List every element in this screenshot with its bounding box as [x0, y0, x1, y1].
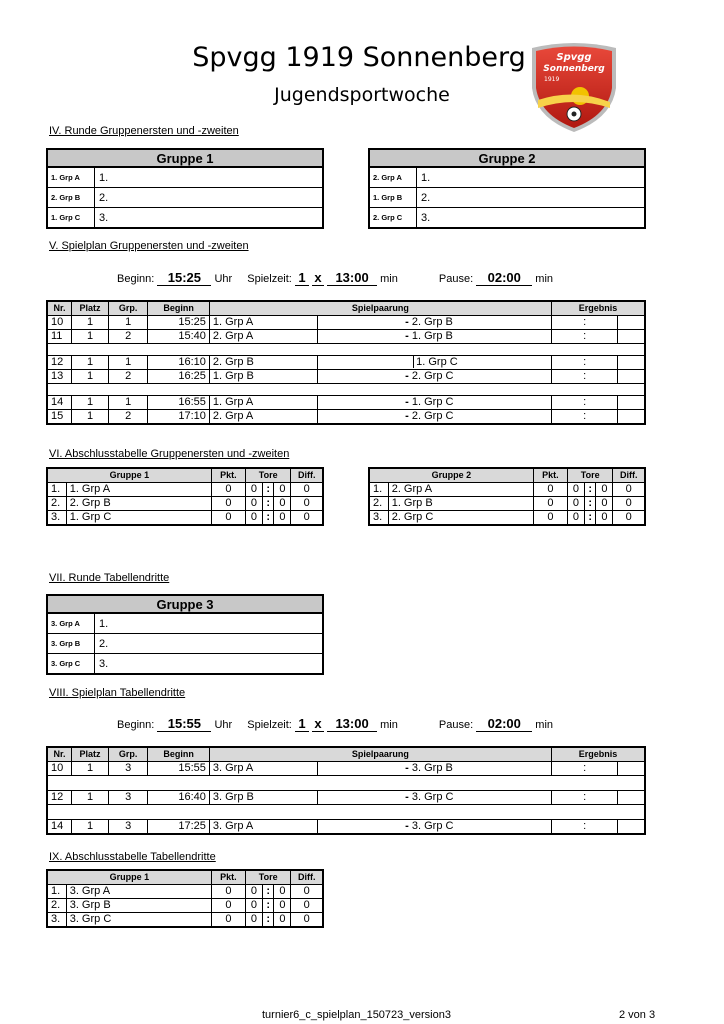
game-grp: 1	[109, 356, 148, 370]
game-home: 1. Grp A	[209, 316, 317, 330]
group-row	[369, 208, 645, 229]
goals-colon: :	[263, 899, 274, 913]
goals-for: 0	[567, 497, 584, 511]
game-result[interactable]: :	[551, 330, 617, 344]
game-away-cell	[318, 316, 552, 330]
game-away-cell	[318, 762, 552, 776]
goals-for: 0	[245, 913, 262, 928]
min-label-2: min	[535, 273, 554, 285]
team: 1. Grp B	[388, 497, 533, 511]
game-home: 3. Grp A	[209, 820, 317, 835]
standings-table-group-1	[46, 467, 324, 526]
standings-row	[47, 511, 323, 526]
game-separator: -	[405, 396, 409, 408]
group-3-table	[46, 594, 324, 675]
beginn-label: Beginn:	[117, 273, 155, 285]
rank: 1.	[47, 885, 66, 899]
game-beginn: 16:55	[148, 396, 210, 410]
game-nr: 11	[47, 330, 72, 344]
standings-row	[369, 497, 645, 511]
goals-colon: :	[263, 913, 274, 928]
group-row	[47, 208, 323, 229]
page-subtitle: Jugendsportwoche	[274, 84, 450, 106]
group-row	[47, 613, 323, 634]
group-slot-label: 2. Grp C	[369, 208, 417, 229]
game-grp: 2	[109, 410, 148, 425]
game-separator: -	[405, 370, 409, 382]
col-beginn: Beginn	[148, 301, 210, 316]
times-sign: x	[312, 270, 324, 286]
col-spielpaarung: Spielpaarung	[209, 301, 551, 316]
group-slot: 3.	[95, 208, 324, 229]
col-grp: Grp.	[109, 301, 148, 316]
team: 3. Grp C	[66, 913, 211, 928]
schedule-meta	[117, 270, 553, 286]
game-platz: 1	[72, 410, 109, 425]
svg-text:1919: 1919	[544, 76, 560, 83]
col-ergebnis: Ergebnis	[551, 301, 645, 316]
game-result[interactable]: :	[551, 820, 617, 835]
game-row	[47, 316, 645, 330]
diff: 0	[291, 497, 323, 511]
min-label: min	[380, 719, 398, 731]
game-separator: -	[405, 762, 409, 774]
diff: 0	[613, 483, 645, 497]
goals-colon: :	[263, 497, 274, 511]
club-logo	[526, 38, 622, 134]
game-row	[47, 820, 645, 835]
game-grp: 3	[109, 791, 148, 805]
game-result-extra[interactable]	[618, 762, 645, 776]
game-grp: 1	[109, 396, 148, 410]
group-2-table	[368, 148, 646, 229]
game-home: 2. Grp B	[209, 356, 317, 370]
group-1-title: Gruppe 1	[47, 149, 323, 167]
goals-colon: :	[585, 497, 596, 511]
game-grp: 3	[109, 762, 148, 776]
game-nr: 12	[47, 791, 72, 805]
pause-value: 02:00	[476, 716, 532, 732]
goals-against: 0	[274, 885, 291, 899]
goals-for: 0	[245, 483, 262, 497]
group-row	[47, 188, 323, 208]
diff: 0	[291, 885, 323, 899]
goals-colon: :	[585, 483, 596, 497]
min-label-2: min	[535, 719, 554, 731]
game-row	[47, 370, 645, 384]
col-nr: Nr.	[47, 747, 72, 762]
group-1-table	[46, 148, 324, 229]
col-diff: Diff.	[291, 870, 323, 885]
col-spielpaarung: Spielpaarung	[209, 747, 551, 762]
game-away: 3. Grp C	[411, 820, 454, 832]
footer-page-number: 2 von 3	[619, 1009, 656, 1021]
group-slot: 2.	[95, 188, 324, 208]
team: 2. Grp B	[66, 497, 211, 511]
game-beginn: 15:55	[148, 762, 210, 776]
uhr-label: Uhr	[214, 719, 233, 731]
standings-row	[47, 913, 323, 928]
game-row	[47, 410, 645, 425]
rank: 1.	[369, 483, 388, 497]
group-slot-label: 1. Grp B	[369, 188, 417, 208]
group-row	[47, 634, 323, 654]
goals-against: 0	[596, 511, 613, 526]
game-away-cell	[318, 396, 552, 410]
section-v-heading: V. Spielplan Gruppenersten und -zweiten	[49, 240, 249, 252]
col-grp: Grp.	[109, 747, 148, 762]
game-result[interactable]: :	[551, 762, 617, 776]
team: 2. Grp A	[388, 483, 533, 497]
diff: 0	[291, 899, 323, 913]
rank: 1.	[47, 483, 66, 497]
game-row	[47, 762, 645, 776]
game-nr: 13	[47, 370, 72, 384]
col-diff: Diff.	[613, 468, 645, 483]
goals-for: 0	[567, 511, 584, 526]
rank: 3.	[369, 511, 388, 526]
col-diff: Diff.	[291, 468, 323, 483]
col-team: Gruppe 1	[47, 870, 211, 885]
points: 0	[533, 497, 567, 511]
goals-against: 0	[274, 511, 291, 526]
pause-label: Pause:	[438, 719, 474, 731]
section-viii-heading: VIII. Spielplan Tabellendritte	[49, 687, 186, 699]
game-home: 3. Grp B	[209, 791, 317, 805]
group-slot-label: 2. Grp B	[47, 188, 95, 208]
goals-against: 0	[274, 899, 291, 913]
row-gap	[47, 344, 645, 356]
game-result-extra[interactable]	[618, 356, 645, 370]
col-pkt: Pkt.	[211, 870, 245, 885]
game-nr: 10	[47, 316, 72, 330]
pause-value: 02:00	[476, 270, 532, 286]
game-result[interactable]: :	[551, 356, 617, 370]
game-result-extra[interactable]	[618, 370, 645, 384]
col-tore: Tore	[567, 468, 613, 483]
col-platz: Platz	[72, 301, 109, 316]
group-row	[47, 167, 323, 188]
points: 0	[211, 511, 245, 526]
game-beginn: 16:25	[148, 370, 210, 384]
game-result-extra[interactable]	[618, 410, 645, 425]
standings-row	[47, 497, 323, 511]
game-result-extra[interactable]	[618, 820, 645, 835]
svg-text:Spvgg: Spvgg	[556, 52, 592, 63]
times-sign: x	[312, 716, 324, 732]
points: 0	[211, 913, 245, 928]
goals-colon: :	[263, 885, 274, 899]
section-vii-heading: VII. Runde Tabellendritte	[49, 572, 170, 584]
game-beginn: 15:25	[148, 316, 210, 330]
col-ergebnis: Ergebnis	[551, 747, 645, 762]
svg-text:Sonnenberg: Sonnenberg	[543, 64, 605, 74]
spielzeit-label: Spielzeit:	[247, 719, 292, 731]
team: 3. Grp B	[66, 899, 211, 913]
goals-for: 0	[245, 511, 262, 526]
section-iv-heading: IV. Runde Gruppenersten und -zweiten	[49, 125, 239, 137]
goals-colon: :	[585, 511, 596, 526]
game-platz: 1	[72, 356, 109, 370]
group-2-title: Gruppe 2	[369, 149, 645, 167]
game-grp: 1	[109, 316, 148, 330]
group-slot-label: 3. Grp A	[47, 613, 95, 634]
game-result[interactable]: :	[551, 410, 617, 425]
game-away-cell	[318, 791, 552, 805]
game-beginn: 17:10	[148, 410, 210, 425]
group-row	[47, 654, 323, 675]
points: 0	[211, 497, 245, 511]
pause-label: Pause:	[438, 273, 474, 285]
beginn-value: 15:55	[157, 716, 211, 732]
group-slot: 1.	[95, 613, 324, 634]
game-beginn: 17:25	[148, 820, 210, 835]
group-row	[369, 188, 645, 208]
col-beginn: Beginn	[148, 747, 210, 762]
uhr-label: Uhr	[214, 273, 233, 285]
standings-row	[369, 483, 645, 497]
game-row	[47, 396, 645, 410]
schedule-table-viii	[46, 746, 646, 835]
game-separator: -	[405, 820, 409, 832]
game-nr: 10	[47, 762, 72, 776]
game-platz: 1	[72, 396, 109, 410]
standings-row	[369, 511, 645, 526]
game-separator: -	[405, 791, 409, 803]
schedule-meta-2	[117, 716, 553, 732]
game-platz: 1	[72, 791, 109, 805]
diff: 0	[613, 511, 645, 526]
goals-against: 0	[274, 497, 291, 511]
col-team: Gruppe 2	[369, 468, 533, 483]
footer-filename: turnier6_c_spielplan_150723_version3	[262, 1009, 451, 1021]
standings-row	[47, 483, 323, 497]
rank: 2.	[47, 899, 66, 913]
game-grp: 2	[109, 370, 148, 384]
goals-against: 0	[274, 913, 291, 928]
diff: 0	[291, 511, 323, 526]
standings-row	[47, 885, 323, 899]
game-result-extra[interactable]	[618, 316, 645, 330]
game-separator: -	[405, 330, 409, 342]
game-platz: 1	[72, 762, 109, 776]
game-away: 1. Grp C	[411, 396, 454, 408]
min-label: min	[380, 273, 398, 285]
group-slot-label: 3. Grp B	[47, 634, 95, 654]
game-away-cell	[318, 410, 552, 425]
col-pkt: Pkt.	[533, 468, 567, 483]
section-vi-heading: VI. Abschlusstabelle Gruppenersten und -zweiten	[49, 448, 290, 460]
group-row	[369, 167, 645, 188]
game-away-cell	[318, 820, 552, 835]
game-away-cell	[318, 330, 552, 344]
game-row	[47, 330, 645, 344]
goals-for: 0	[567, 483, 584, 497]
group-slot-label: 1. Grp C	[47, 208, 95, 229]
diff: 0	[291, 913, 323, 928]
beginn-value: 15:25	[157, 270, 211, 286]
game-away-cell	[318, 370, 552, 384]
points: 0	[211, 483, 245, 497]
game-separator: -	[405, 410, 409, 422]
group-slot: 3.	[95, 654, 324, 675]
goals-against: 0	[274, 483, 291, 497]
team: 2. Grp C	[388, 511, 533, 526]
goals-against: 0	[596, 483, 613, 497]
group-slot: 3.	[417, 208, 646, 229]
points: 0	[211, 885, 245, 899]
team: 3. Grp A	[66, 885, 211, 899]
schedule-table-v	[46, 300, 646, 425]
game-duration: 13:00	[327, 716, 377, 732]
goals-for: 0	[245, 885, 262, 899]
game-home: 2. Grp A	[209, 330, 317, 344]
game-nr: 12	[47, 356, 72, 370]
spielzeit-label: Spielzeit:	[247, 273, 292, 285]
group-slot-label: 1. Grp A	[47, 167, 95, 188]
page-title: Spvgg 1919 Sonnenberg	[192, 42, 526, 73]
rank: 3.	[47, 511, 66, 526]
row-gap	[47, 776, 645, 791]
game-beginn: 15:40	[148, 330, 210, 344]
diff: 0	[291, 483, 323, 497]
standings-table-thirds	[46, 869, 324, 928]
standings-row	[47, 899, 323, 913]
rank: 2.	[47, 497, 66, 511]
game-away: 3. Grp C	[411, 791, 454, 803]
game-away: 2. Grp B	[411, 316, 453, 328]
game-grp: 2	[109, 330, 148, 344]
game-result-extra[interactable]	[618, 396, 645, 410]
diff: 0	[613, 497, 645, 511]
game-separator: -	[405, 316, 409, 328]
group-3-title: Gruppe 3	[47, 595, 323, 613]
game-result[interactable]: :	[551, 791, 617, 805]
game-result-extra[interactable]	[618, 791, 645, 805]
goals-colon: :	[263, 483, 274, 497]
points: 0	[533, 511, 567, 526]
game-beginn: 16:10	[148, 356, 210, 370]
row-gap	[47, 384, 645, 396]
game-platz: 1	[72, 370, 109, 384]
col-pkt: Pkt.	[211, 468, 245, 483]
goals-for: 0	[245, 899, 262, 913]
group-slot-label: 2. Grp A	[369, 167, 417, 188]
game-count: 1	[295, 716, 309, 732]
points: 0	[533, 483, 567, 497]
goals-colon: :	[263, 511, 274, 526]
col-team: Gruppe 1	[47, 468, 211, 483]
game-count: 1	[295, 270, 309, 286]
game-platz: 1	[72, 820, 109, 835]
game-home: 3. Grp A	[209, 762, 317, 776]
col-nr: Nr.	[47, 301, 72, 316]
team: 1. Grp A	[66, 483, 211, 497]
col-tore: Tore	[245, 468, 291, 483]
game-home: 1. Grp B	[209, 370, 317, 384]
col-platz: Platz	[72, 747, 109, 762]
row-gap	[47, 805, 645, 820]
game-home: 2. Grp A	[209, 410, 317, 425]
game-result[interactable]: :	[551, 396, 617, 410]
game-away-cell	[318, 356, 552, 370]
section-ix-heading: IX. Abschlusstabelle Tabellendritte	[49, 851, 216, 863]
group-slot-label: 3. Grp C	[47, 654, 95, 675]
game-nr: 15	[47, 410, 72, 425]
game-away: 2. Grp C	[411, 370, 454, 382]
game-nr: 14	[47, 396, 72, 410]
points: 0	[211, 899, 245, 913]
game-beginn: 16:40	[148, 791, 210, 805]
game-home: 1. Grp A	[209, 396, 317, 410]
beginn-label: Beginn:	[117, 719, 155, 731]
game-result[interactable]: :	[551, 316, 617, 330]
game-away: 2. Grp C	[411, 410, 454, 422]
standings-table-group-2	[368, 467, 646, 526]
rank: 3.	[47, 913, 66, 928]
goals-for: 0	[245, 497, 262, 511]
game-duration: 13:00	[327, 270, 377, 286]
game-platz: 1	[72, 316, 109, 330]
game-away: 1. Grp B	[411, 330, 453, 342]
goals-against: 0	[596, 497, 613, 511]
game-row	[47, 356, 645, 370]
game-result[interactable]: :	[551, 370, 617, 384]
game-grp: 3	[109, 820, 148, 835]
game-away: 3. Grp B	[411, 762, 453, 774]
game-result-extra[interactable]	[618, 330, 645, 344]
game-nr: 14	[47, 820, 72, 835]
group-slot: 1.	[95, 167, 324, 188]
game-row	[47, 791, 645, 805]
col-tore: Tore	[245, 870, 291, 885]
group-slot: 2.	[95, 634, 324, 654]
group-slot: 2.	[417, 188, 646, 208]
group-slot: 1.	[417, 167, 646, 188]
game-away: 1. Grp C	[416, 356, 458, 368]
team: 1. Grp C	[66, 511, 211, 526]
game-platz: 1	[72, 330, 109, 344]
rank: 2.	[369, 497, 388, 511]
